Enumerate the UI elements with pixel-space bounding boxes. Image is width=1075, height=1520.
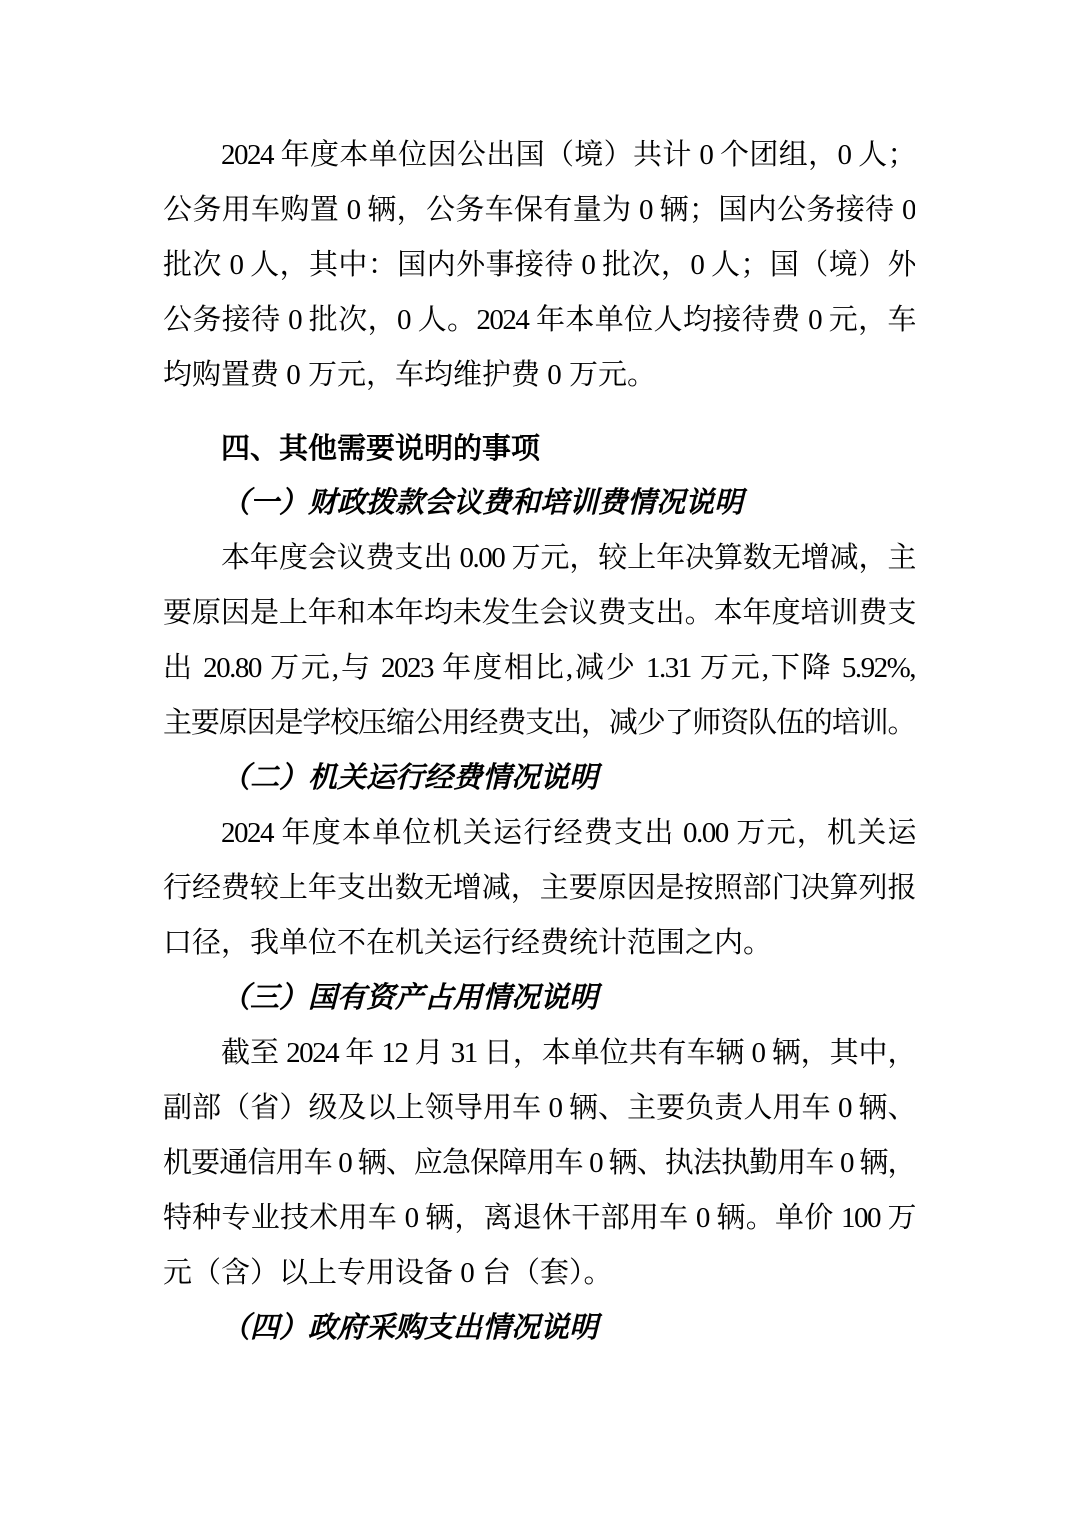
official-travel-vehicle-reception-paragraph (163, 128, 915, 403)
state-owned-assets-paragraph (163, 1026, 915, 1301)
subsection-one-heading (163, 476, 915, 531)
agency-operating-expense-paragraph (163, 806, 915, 971)
text-line: 均购置费 0 万元，车均维护费 0 万元。 (163, 359, 657, 391)
subsection-two-heading (163, 751, 915, 806)
text-line: 本年度会议费支出 0.00 万元，较上年决算数无增减，主 (221, 542, 915, 574)
text-line: 四、其他需要说明的事项 (221, 431, 541, 465)
text-line: 公务接待 0 批次，0 人。2024 年本单位人均接待费 0 元，车 (163, 304, 915, 336)
text-line: （四）政府采购支出情况说明 (221, 1312, 599, 1344)
text-line: 副部（省）级及以上领导用车 0 辆、主要负责人用车 0 辆、 (163, 1092, 915, 1124)
text-line: 2024 年度本单位因公出国（境）共计 0 个团组，0 人； (221, 139, 915, 171)
text-line: 公务用车购置 0 辆，公务车保有量为 0 辆；国内公务接待 0 (163, 194, 915, 226)
text-line: 口径，我单位不在机关运行经费统计范围之内。 (163, 927, 773, 959)
section-four-heading (163, 421, 915, 476)
text-line: 主要原因是学校压缩公用经费支出，减少了师资队伍的培训。 (163, 707, 915, 739)
subsection-four-heading (163, 1301, 915, 1356)
text-line: （二）机关运行经费情况说明 (221, 762, 599, 794)
subsection-three-heading (163, 971, 915, 1026)
text-line: 行经费较上年支出数无增减，主要原因是按照部门决算列报 (163, 872, 915, 904)
meeting-and-training-fee-paragraph (163, 531, 915, 751)
text-line: 截至 2024 年 12 月 31 日，本单位共有车辆 0 辆，其中， (221, 1037, 915, 1069)
text-line: 出 20.80 万元,与 2023 年度相比,减少 1.31 万元,下降 5.92%, (163, 652, 915, 684)
text-line: 要原因是上年和本年均未发生会议费支出。本年度培训费支 (163, 597, 915, 629)
text-line: （三）国有资产占用情况说明 (221, 982, 599, 1014)
text-line: 特种专业技术用车 0 辆，离退休干部用车 0 辆。单价 100 万 (163, 1202, 915, 1234)
text-line: 批次 0 人，其中：国内外事接待 0 批次，0 人；国（境）外 (163, 249, 915, 281)
text-line: 元（含）以上专用设备 0 台（套）。 (163, 1257, 613, 1289)
text-line: 2024 年度本单位机关运行经费支出 0.00 万元，机关运 (221, 817, 915, 849)
document-content (163, 128, 915, 1356)
text-line: 机要通信用车 0 辆、应急保障用车 0 辆、执法执勤用车 0 辆， (163, 1147, 915, 1179)
text-line: （一）财政拨款会议费和培训费情况说明 (221, 487, 744, 519)
